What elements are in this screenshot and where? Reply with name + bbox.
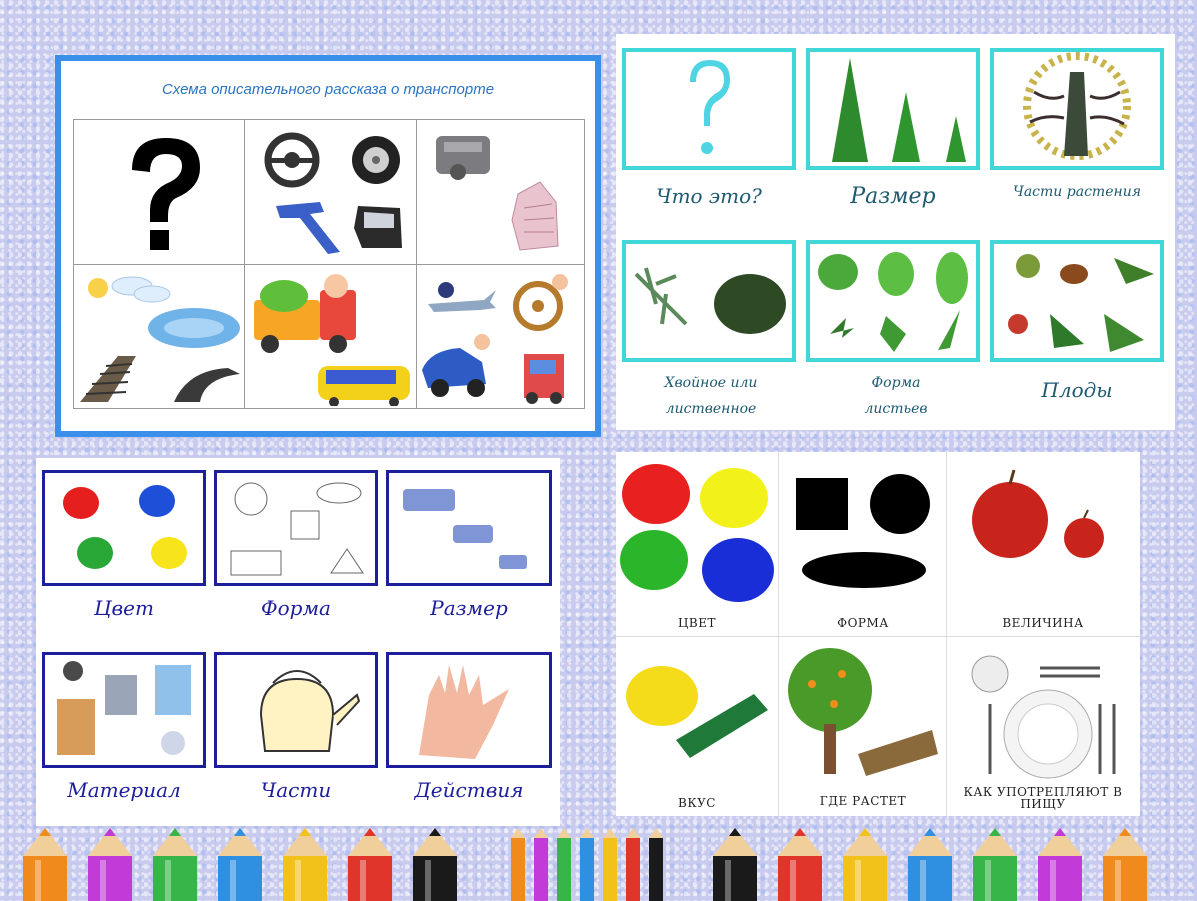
pencil-icon bbox=[908, 828, 952, 901]
pencil-icon bbox=[153, 828, 197, 901]
fruit-caption-6: КАК УПОТРЕПЛЯЮТ В ПИЩУ bbox=[963, 785, 1123, 811]
thin-pencil-icon bbox=[626, 828, 640, 901]
needle-leaf-card bbox=[622, 240, 796, 362]
thin-pencil-icon bbox=[557, 828, 571, 901]
thin-pencil-icon bbox=[534, 828, 548, 901]
question-mark-icon bbox=[114, 130, 214, 260]
color-blobs-icon bbox=[616, 458, 778, 608]
transport-scheme-title: Схема описательного рассказа о транспорте bbox=[161, 81, 495, 98]
feature-caption-5: Части bbox=[260, 778, 332, 802]
tree-size-card bbox=[806, 48, 980, 170]
pencil-icon bbox=[88, 828, 132, 901]
plants-scheme-panel bbox=[616, 34, 1175, 430]
pencil-icon bbox=[348, 828, 392, 901]
pencil-icon bbox=[973, 828, 1017, 901]
plant-caption-2: Размер bbox=[850, 184, 936, 209]
fruit-caption-2: ФОРМА bbox=[837, 616, 889, 630]
leaf-shapes-card bbox=[806, 240, 980, 362]
object-features-panel bbox=[36, 458, 560, 826]
thin-pencil-icon bbox=[511, 828, 525, 901]
truck-bus-icon bbox=[250, 270, 414, 406]
feature-caption-1: Цвет bbox=[94, 596, 154, 620]
plant-caption-5: Форма листьев bbox=[864, 375, 928, 417]
pencils-svg bbox=[0, 826, 1197, 901]
tree-garden-icon bbox=[782, 644, 944, 784]
fruit-caption-4: ВКУС bbox=[678, 796, 716, 810]
thin-pencil-icon bbox=[649, 828, 663, 901]
plant-question-card bbox=[622, 48, 796, 170]
pencil-icon bbox=[218, 828, 262, 901]
pencil-icon bbox=[1038, 828, 1082, 901]
fruit-caption-3: ВЕЛИЧИНА bbox=[1002, 616, 1084, 630]
fruit-caption-1: ЦВЕТ bbox=[677, 616, 717, 630]
pencil-icon bbox=[1103, 828, 1147, 901]
thin-pencil-icon bbox=[603, 828, 617, 901]
engine-icon bbox=[424, 128, 579, 260]
thin-pencil-icon bbox=[580, 828, 594, 901]
shape-card bbox=[214, 470, 378, 586]
plant-caption-1: Что это? bbox=[656, 184, 762, 208]
fruit-caption-5: ГДЕ РАСТЕТ bbox=[819, 794, 907, 808]
pencil-icon bbox=[23, 828, 67, 901]
material-card bbox=[42, 652, 206, 768]
pencil-icon bbox=[283, 828, 327, 901]
feature-caption-4: Материал bbox=[67, 778, 181, 802]
vehicles-icon bbox=[420, 270, 582, 406]
plant-parts-card bbox=[990, 48, 1164, 170]
car-parts-icon bbox=[254, 128, 414, 258]
parts-card bbox=[214, 652, 378, 768]
pencil-icon bbox=[413, 828, 457, 901]
size-card bbox=[386, 470, 552, 586]
pencil-icon bbox=[778, 828, 822, 901]
fruits-nuts-card bbox=[990, 240, 1164, 362]
color-card bbox=[42, 470, 206, 586]
feature-caption-6: Действия bbox=[414, 778, 524, 802]
lemon-candy-icon bbox=[616, 644, 778, 784]
transport-grid bbox=[73, 119, 585, 409]
table-setting-icon bbox=[950, 644, 1136, 784]
pencil-icon bbox=[843, 828, 887, 901]
fruit-features-panel bbox=[616, 452, 1140, 816]
plant-caption-3: Части растения bbox=[1013, 184, 1141, 200]
pencil-icon bbox=[713, 828, 757, 901]
plant-caption-6: Плоды bbox=[1041, 378, 1113, 402]
pencil-border bbox=[0, 826, 1197, 901]
black-shapes-icon bbox=[782, 458, 944, 608]
apples-icon bbox=[950, 458, 1136, 608]
roads-icon bbox=[78, 270, 243, 406]
transport-scheme-panel bbox=[55, 55, 601, 437]
feature-caption-2: Форма bbox=[261, 596, 331, 620]
feature-caption-3: Размер bbox=[430, 596, 508, 620]
actions-card bbox=[386, 652, 552, 768]
plant-caption-4: Хвойное или лиственное bbox=[664, 375, 758, 417]
